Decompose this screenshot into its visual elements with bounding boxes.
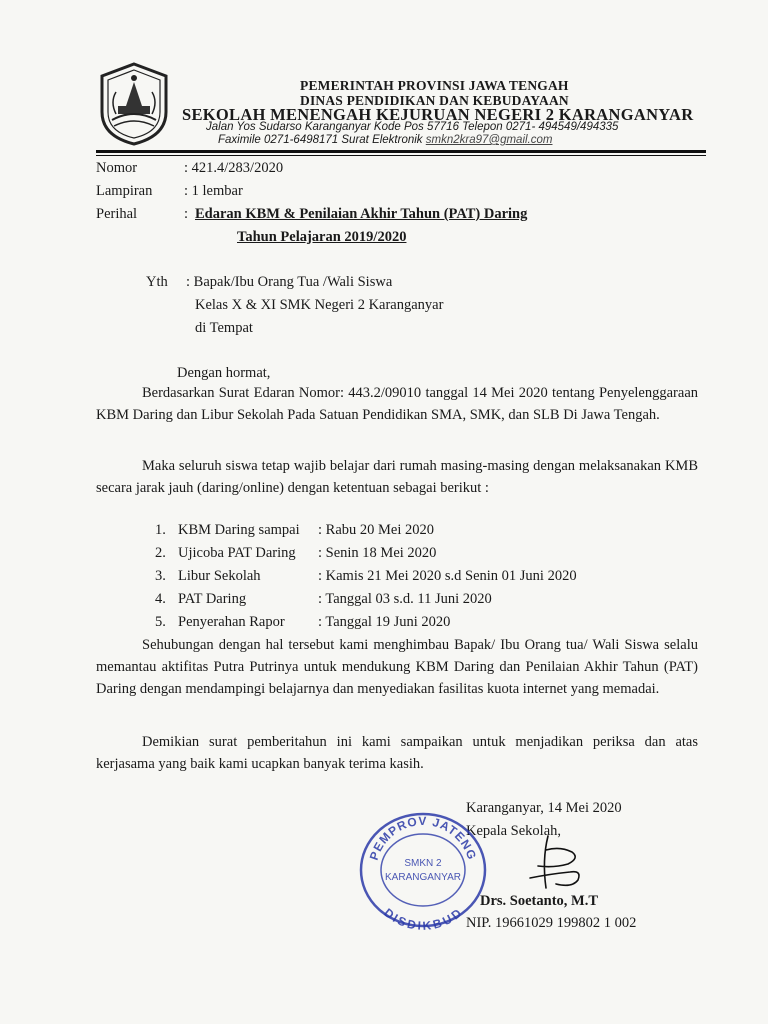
stamp-school-line1: SMKN 2 [404, 858, 442, 869]
handwritten-signature [520, 830, 590, 900]
paragraph-closing-text: Demikian surat pemberitahun ini kami sampaikan untuk menjadikan periksa dan atas kerjasama yang baik kami ucapkan banyak terima kasih. [96, 734, 698, 772]
stamp-top-text: PEMPROV JATENG [366, 813, 480, 862]
nomor-label: Nomor [96, 160, 138, 176]
paragraph-reference [96, 382, 698, 426]
schedule-item: PAT Daring [178, 591, 247, 607]
signature-name: Drs. Soetanto, M.T [480, 893, 599, 909]
letterhead-email-link[interactable]: smkn2kra97@gmail.com [425, 134, 553, 146]
schedule-value: : Kamis 21 Mei 2020 s.d Senin 01 Juni 2020 [318, 568, 577, 584]
official-stamp [356, 808, 490, 932]
paragraph-reference-text: Berdasarkan Surat Edaran Nomor: 443.2/09010 tanggal 14 Mei 2020 tentang Penyelenggaraan KBM Daring dan Libur Sekolah Pada Satuan Pendidikan SMA, SMK, dan SLB Di Jawa Tengah. [96, 385, 698, 423]
schedule-item: KBM Daring sampai [178, 522, 300, 538]
letterhead-contact [218, 134, 552, 146]
stamp-bottom-text: DISDIKBUD [381, 905, 465, 932]
greeting: Dengan hormat, [177, 365, 271, 381]
paragraph-appeal-text: Sehubungan dengan hal tersebut kami menghimbau Bapak/ Ibu Orang tua/ Wali Siswa selalu memantau aktifitas Putra Putrinya untuk mendukung KBM Daring dan Penilaian Akhir Tahun (PAT) Daring dengan mendampingi belajarnya dan menyediakan fasilitas kuota internet yang memadai. [96, 637, 698, 697]
signature-title: Kepala Sekolah, [466, 823, 562, 839]
schedule-num: 3. [155, 568, 166, 584]
letterhead-thick-rule [96, 150, 706, 153]
schedule-num: 5. [155, 614, 166, 630]
svg-text:DISDIKBUD [381, 906, 465, 932]
letterhead-department: DINAS PENDIDIKAN DAN KEBUDAYAAN [300, 93, 569, 108]
schedule-num: 1. [155, 522, 166, 538]
letterhead-address: Jalan Yos Sudarso Karanganyar Kode Pos 57716 Telepon 0271- 494549/494335 [206, 121, 619, 133]
paragraph-appeal [96, 634, 698, 700]
lampiran-value: : 1 lembar [184, 183, 243, 199]
paragraph-instruction [96, 455, 698, 499]
paragraph-closing [96, 731, 698, 775]
perihal-subject-line2: Tahun Pelajaran 2019/2020 [237, 229, 407, 245]
schedule-item: Libur Sekolah [178, 568, 261, 584]
nomor-value: : 421.4/283/2020 [184, 160, 284, 176]
schedule-num: 4. [155, 591, 166, 607]
recipient-line2: Kelas X & XI SMK Negeri 2 Karanganyar [195, 297, 444, 313]
letterhead-thin-rule [96, 155, 706, 156]
perihal-subject-line1: Edaran KBM & Penilaian Akhir Tahun (PAT) Daring [195, 206, 528, 222]
schedule-num: 2. [155, 545, 166, 561]
signature-place-date: Karanganyar, 14 Mei 2020 [466, 800, 622, 816]
schedule-value: : Senin 18 Mei 2020 [318, 545, 437, 561]
perihal-label: Perihal [96, 206, 138, 222]
svg-text:PEMPROV JATENG [367, 814, 480, 862]
schedule-item: Penyerahan Rapor [178, 614, 285, 630]
stamp-school-line2: KARANGANYAR [385, 872, 461, 883]
signature-nip: NIP. 19661029 199802 1 002 [466, 915, 637, 931]
recipient-label: Yth [146, 274, 168, 290]
paragraph-instruction-text: Maka seluruh siswa tetap wajib belajar dari rumah masing-masing dengan melaksanakan KMB secara jarak jauh (daring/online) dengan ketentuan sebagai berikut : [96, 458, 698, 496]
schedule-value: : Tanggal 03 s.d. 11 Juni 2020 [318, 591, 492, 607]
letterhead-fax: Faximile 0271-6498171 Surat Elektronik [218, 134, 426, 146]
schedule-value: : Tanggal 19 Juni 2020 [318, 614, 451, 630]
perihal-colon: : [184, 206, 189, 222]
letterhead-government: PEMERINTAH PROVINSI JAWA TENGAH [300, 78, 569, 93]
provincial-emblem-logo [96, 62, 172, 146]
letterhead-school-name: SEKOLAH MENENGAH KEJURUAN NEGERI 2 KARANGANYAR [182, 105, 694, 124]
schedule-item: Ujicoba PAT Daring [178, 545, 296, 561]
recipient-line3: di Tempat [195, 320, 253, 336]
recipient-line1: : Bapak/Ibu Orang Tua /Wali Siswa [186, 274, 393, 290]
lampiran-label: Lampiran [96, 183, 153, 199]
schedule-value: : Rabu 20 Mei 2020 [318, 522, 434, 538]
